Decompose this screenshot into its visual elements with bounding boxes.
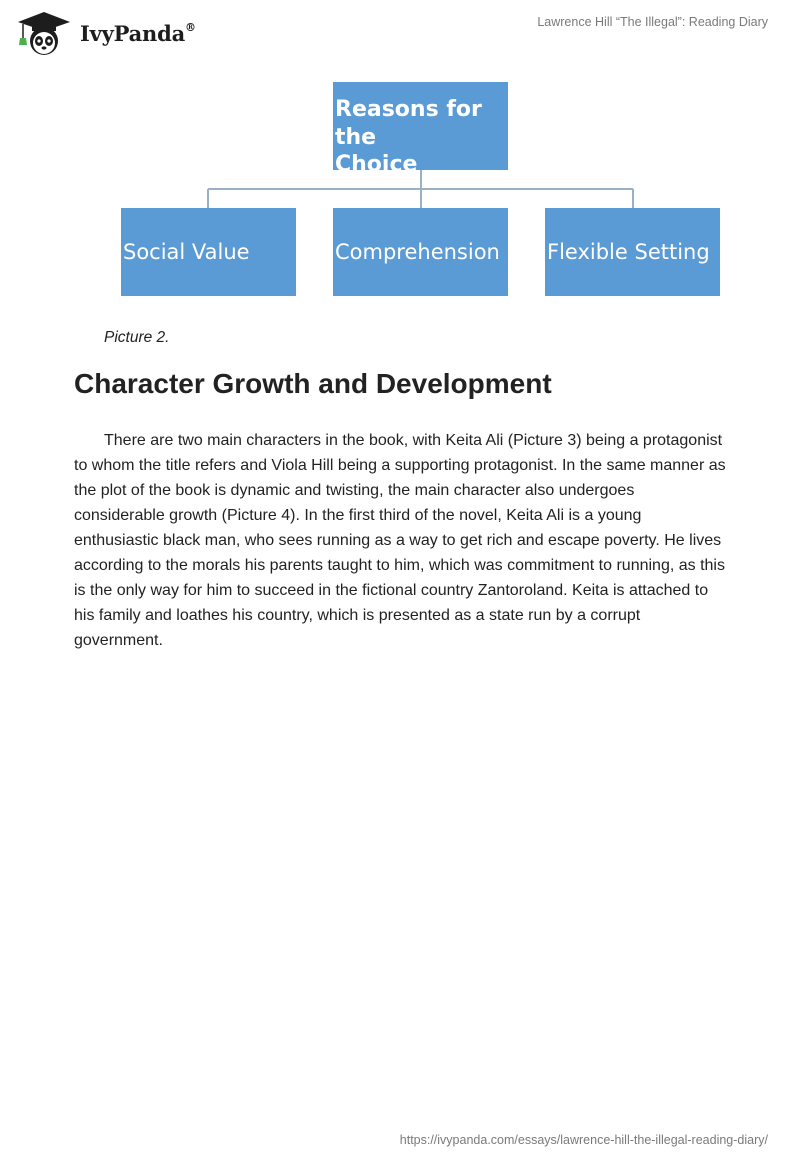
document-title: Lawrence Hill “The Illegal”: Reading Diary — [537, 15, 768, 29]
panda-graduate-icon — [14, 9, 74, 57]
brand-logo[interactable] — [14, 9, 196, 57]
root-line-2: Choice — [335, 152, 418, 177]
reasons-diagram — [0, 82, 800, 298]
page-header — [0, 0, 800, 70]
footer-url[interactable]: https://ivypanda.com/essays/lawrence-hill-the-illegal-reading-diary/ — [399, 1133, 768, 1147]
brand-name: IvyPanda® — [80, 20, 196, 46]
figure-caption: Picture 2. — [104, 329, 170, 346]
box-label: Comprehension — [335, 239, 500, 264]
root-line-1: Reasons for the — [335, 97, 482, 150]
box-label: Flexible Setting — [547, 239, 710, 264]
body-paragraph: There are two main characters in the book, with Keita Ali (Picture 3) being a protagonist to whom the title refers and Viola Hill being a supporting protagonist. In the same manner as the plot of the book is dynamic and twisting, the main character also undergoes considerable growth (Picture 4). In the first third of the novel, Keita Ali is a young enthusiastic black man, who sees running as a way to get rich and escape poverty. He lives according to the morals his parents taught to him, which was commitment to running, as this is the only way for him to succeed in the fictional country Zantoroland. Keita is attached to his family and loathes his country, which is presented as a state run by a corrupt government. — [74, 432, 726, 649]
diagram-root-box — [333, 82, 508, 177]
diagram-box-social-value — [121, 208, 296, 296]
diagram-box-comprehension — [333, 208, 508, 296]
diagram-box-flexible-setting — [545, 208, 720, 296]
box-label: Social Value — [123, 239, 250, 264]
section-heading: Character Growth and Development — [74, 368, 552, 399]
